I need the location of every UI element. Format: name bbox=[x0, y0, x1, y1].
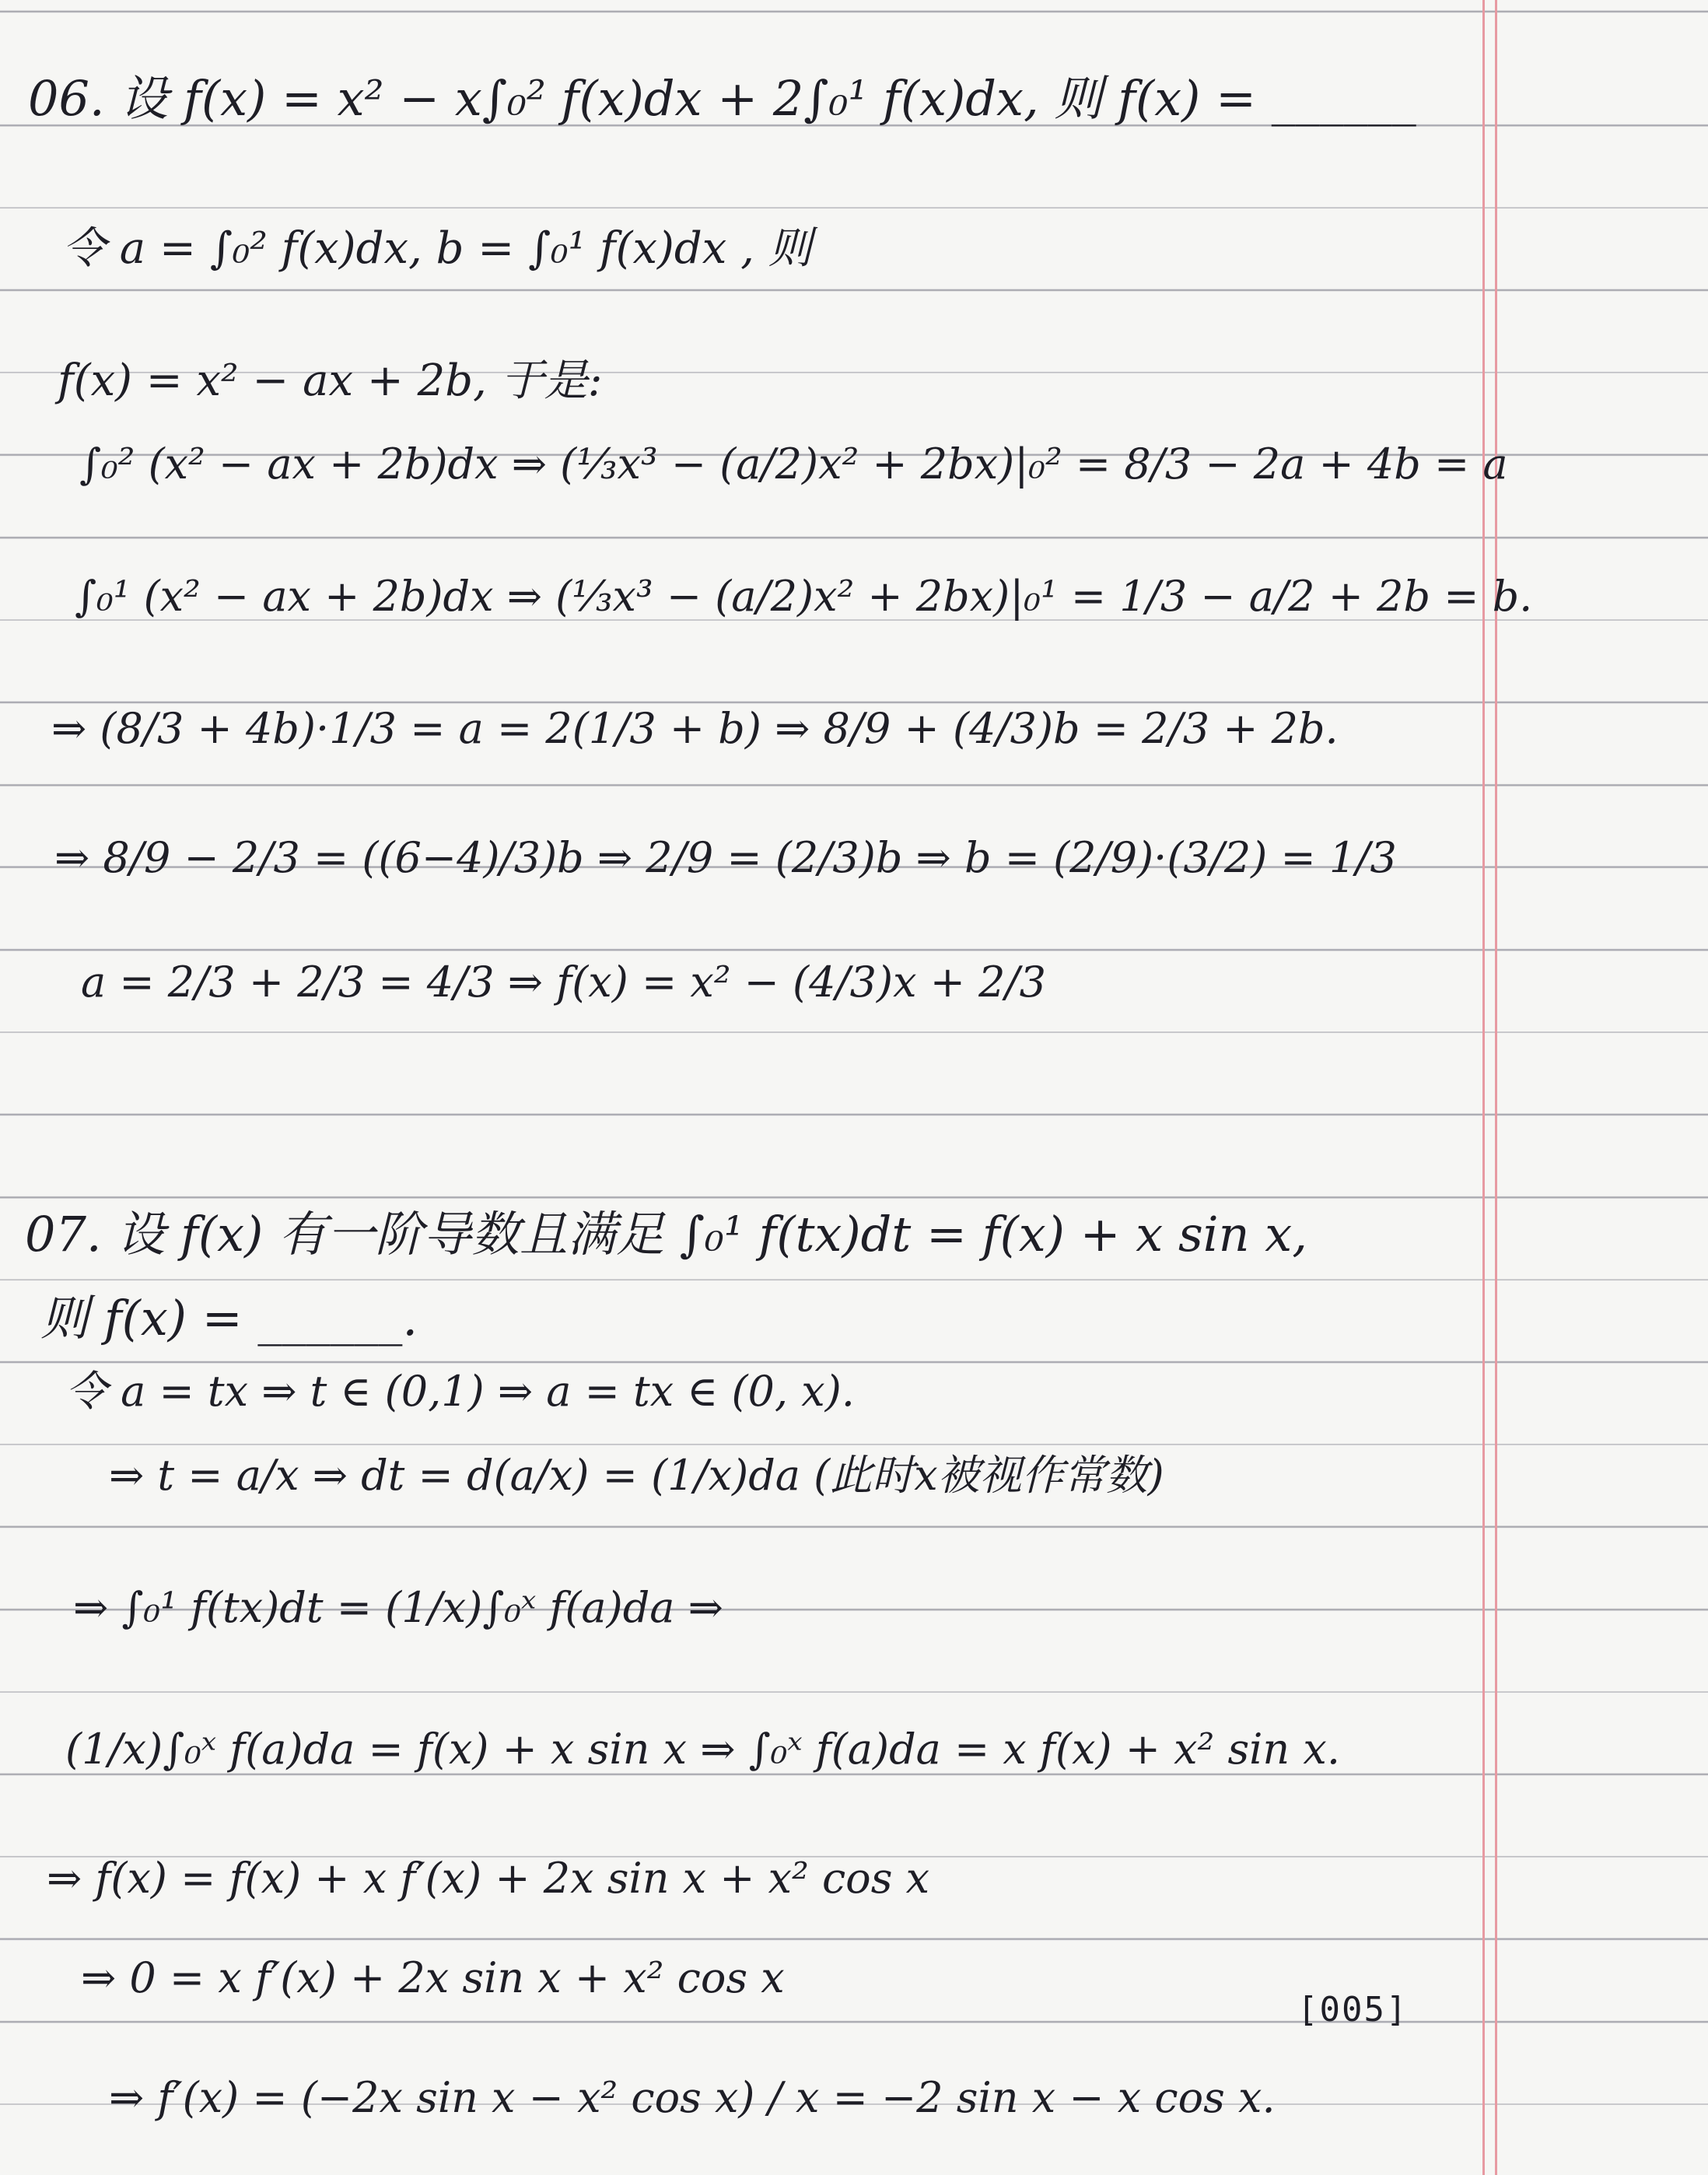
problem-06-question bbox=[28, 70, 1416, 127]
problem-06-step-1: 令 a = ∫₀² f(x)dx, b = ∫₀¹ f(x)dx , 则 bbox=[62, 223, 812, 274]
problem-06-step-5: ⇒ (8/3 + 4b)·1/3 = a = 2(1/3 + b) ⇒ 8/9 + (4/3)b = 2/3 + 2b. bbox=[51, 704, 1339, 753]
margin-line-right bbox=[1495, 0, 1497, 2175]
problem-06-step-6: ⇒ 8/9 − 2/3 = ((6−4)/3)b ⇒ 2/9 = (2/3)b ⇒ b = (2/9)·(3/2) = 1/3 bbox=[54, 833, 1397, 882]
problem-07-step-3: ⇒ ∫₀¹ f(tx)dt = (1/x)∫₀ˣ f(a)da ⇒ bbox=[73, 1583, 723, 1632]
problem-07-step-2: ⇒ t = a/x ⇒ dt = d(a/x) = (1/x)da (此时x被视作常数) bbox=[109, 1451, 1164, 1500]
page-number: [005] bbox=[1297, 1990, 1409, 2030]
problem-07-question-line-2: 则 f(x) = ______. bbox=[40, 1290, 418, 1347]
problem-06-step-3: ∫₀² (x² − ax + 2b)dx ⇒ (⅓x³ − (a/2)x² + 2bx)|₀² = 8/3 − 2a + 4b = a bbox=[79, 440, 1508, 489]
problem-06-step-7: a = 2/3 + 2/3 = 4/3 ⇒ f(x) = x² − (4/3)x + 2/3 bbox=[81, 958, 1047, 1007]
problem-06-step-4: ∫₀¹ (x² − ax + 2b)dx ⇒ (⅓x³ − (a/2)x² + 2bx)|₀¹ = 1/3 − a/2 + 2b = b. bbox=[75, 572, 1533, 621]
problem-06-question-text: 06. 设 f(x) = x² − x∫₀² f(x)dx + 2∫₀¹ f(x)dx, 则 f(x) = ______ bbox=[28, 70, 1416, 127]
problem-07-step-4: (1/x)∫₀ˣ f(a)da = f(x) + x sin x ⇒ ∫₀ˣ f(a)da = x f(x) + x² sin x. bbox=[65, 1725, 1340, 1774]
problem-07-step-6: ⇒ 0 = x f′(x) + 2x sin x + x² cos x bbox=[81, 1953, 785, 2002]
problem-07-step-1: 令 a = tx ⇒ t ∈ (0,1) ⇒ a = tx ∈ (0, x). bbox=[65, 1367, 855, 1416]
problem-06-step-2: f(x) = x² − ax + 2b, 于是: bbox=[58, 355, 603, 406]
problem-07-step-5: ⇒ f(x) = f(x) + x f′(x) + 2x sin x + x² cos x bbox=[47, 1854, 930, 1903]
problem-07-question-line-1: 07. 设 f(x) 有一阶导数且满足 ∫₀¹ f(tx)dt = f(x) + x sin x, bbox=[25, 1206, 1307, 1263]
margin-line-left bbox=[1482, 0, 1485, 2175]
problem-07-step-7: ⇒ f′(x) = (−2x sin x − x² cos x) / x = −2 sin x − x cos x. bbox=[109, 2073, 1276, 2122]
